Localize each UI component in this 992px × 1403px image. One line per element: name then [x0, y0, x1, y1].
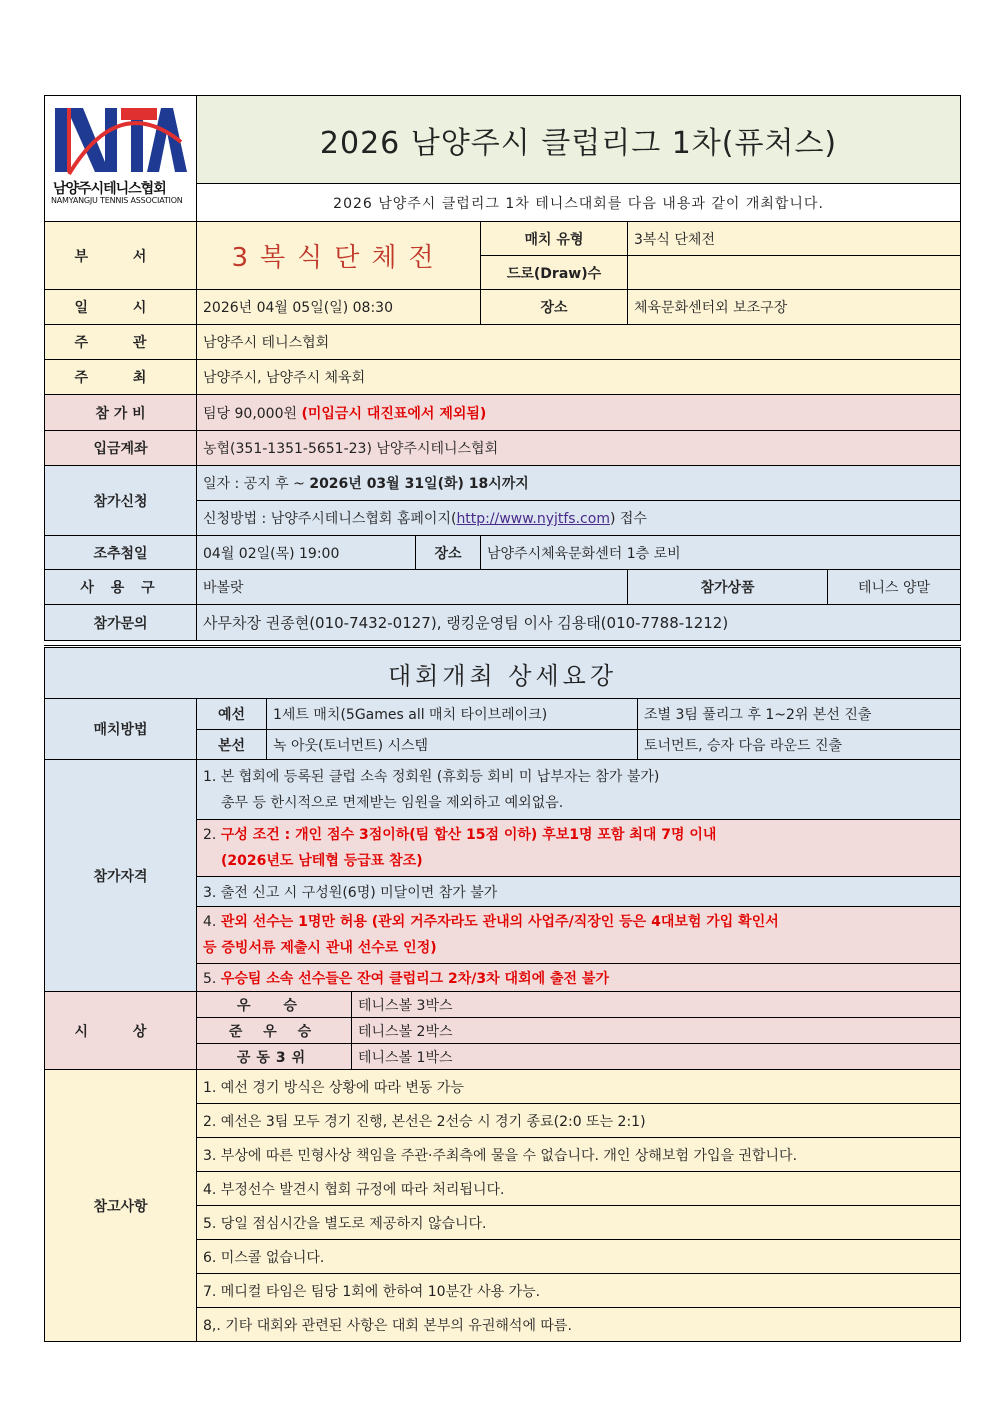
- association-logo: [45, 96, 197, 222]
- awards-label: 시 상: [45, 992, 197, 1070]
- draw-meeting-venue-label: 장소: [416, 536, 481, 570]
- eligibility-item-5: [197, 964, 961, 992]
- eligibility-item-1-line-2: 총무 등 한시적으로 면제받는 임원을 제외하고 예외없음.: [221, 794, 564, 811]
- main-label: 본선: [197, 730, 267, 760]
- award-rank-2: 준 우 승: [197, 1018, 352, 1044]
- eligibility-item-4-line-2: 등 증빙서류 제출시 관내 선수로 인정): [203, 940, 437, 956]
- prelim-value: 1세트 매치(5Games all 매치 타이브레이크): [267, 699, 638, 730]
- gift-value: 테니스 양말: [828, 570, 961, 605]
- logo-korean-text: 남양주시테니스협회: [53, 181, 166, 197]
- eligibility-item-5-text: 우승팀 소속 선수들은 잔여 클럽리그 2차/3차 대회에 출전 불가: [220, 970, 609, 987]
- apply-method-cell: [197, 501, 961, 536]
- date-value: 2026년 04월 05일(일) 08:30: [197, 290, 481, 325]
- draw-count-label: 드로(Draw)수: [481, 256, 628, 290]
- fee-note: (미입금시 대진표에서 제외됨): [301, 405, 487, 422]
- draw-count-value: [628, 256, 961, 290]
- homepage-link[interactable]: http://www.nyjtfs.com: [456, 511, 610, 527]
- fee-cell: [197, 395, 961, 431]
- eligibility-item-1: [197, 760, 961, 820]
- logo-english-text: NAMYANGJU TENNIS ASSOCIATION: [51, 196, 183, 205]
- eligibility-label: 참가자격: [45, 760, 197, 992]
- details-table: [44, 645, 961, 1342]
- account-label: 입금계좌: [45, 431, 197, 466]
- ball-value: 바볼랏: [197, 570, 628, 605]
- apply-date-value: 2026년 03월 31일(화) 18시까지: [309, 476, 529, 492]
- apply-date-cell: [197, 466, 961, 501]
- note-2: 2. 예선은 3팀 모두 경기 진행, 본선은 2선승 시 경기 종료(2:0 또는 2:1): [197, 1104, 961, 1138]
- award-prize-3: 테니스볼 1박스: [352, 1044, 961, 1070]
- eligibility-item-2-num: 2.: [203, 827, 221, 843]
- note-6: 6. 미스콜 없습니다.: [197, 1240, 961, 1274]
- match-type-value: 3복식 단체전: [628, 222, 961, 256]
- note-5: 5. 당일 점심시간을 별도로 제공하지 않습니다.: [197, 1206, 961, 1240]
- draw-meeting-label: 조추첨일: [45, 536, 197, 570]
- award-rank-3: 공동3위: [197, 1044, 352, 1070]
- host-value: 남양주시, 남양주시 체육회: [197, 360, 961, 395]
- venue-label: 장소: [481, 290, 628, 325]
- info-table: [44, 95, 961, 641]
- prelim-note: 조별 3팀 풀리그 후 1~2위 본선 진출: [638, 699, 961, 730]
- eligibility-item-4: [197, 907, 961, 964]
- ball-label: 사 용 구: [45, 570, 197, 605]
- nta-logo-icon: [49, 102, 189, 178]
- page-subtitle: 2026 남양주시 클럽리그 1차 테니스대회를 다음 내용과 같이 개최합니다.: [197, 184, 961, 222]
- division-value: 3복식단체전: [197, 222, 481, 290]
- details-title: 대회개최 상세요강: [45, 647, 961, 699]
- eligibility-item-4-num: 4.: [203, 914, 221, 930]
- page-title: 2026 남양주시 클럽리그 1차(퓨처스): [197, 96, 961, 184]
- fee-value: 팀당 90,000원: [203, 405, 298, 422]
- apply-method-suffix: ) 접수: [609, 511, 647, 527]
- eligibility-item-2-line-1: 구성 조건 : 개인 점수 3점이하(팀 합산 15점 이하) 후보1명 포함 최대 7명 이내: [220, 827, 717, 843]
- organizer-label: 주 관: [45, 325, 197, 360]
- fee-label: 참 가 비: [45, 395, 197, 431]
- main-value: 녹 아웃(토너먼트) 시스템: [267, 730, 638, 760]
- document: [44, 95, 960, 1342]
- eligibility-item-4-line-1: 관외 선수는 1명만 허용 (관외 거주자라도 관내의 사업주/직장인 등은 4대보험 가입 확인서: [220, 914, 779, 930]
- account-value: 농협(351-1351-5651-23) 남양주시테니스협회: [197, 431, 961, 466]
- note-7: 7. 메디컬 타임은 팀당 1회에 한하여 10분간 사용 가능.: [197, 1274, 961, 1308]
- contact-value: 사무차장 권종현(010-7432-0127), 랭킹운영팀 이사 김용태(010-7788-1212): [197, 605, 961, 641]
- eligibility-item-1-line-1: 1. 본 협회에 등록된 클럽 소속 정회원 (휴회등 회비 미 납부자는 참가 불가): [203, 768, 660, 785]
- prelim-label: 예선: [197, 699, 267, 730]
- apply-method-prefix: 신청방법 : 남양주시테니스협회 홈페이지(: [203, 511, 457, 527]
- date-label: 일 시: [45, 290, 197, 325]
- match-type-label: 매치 유형: [481, 222, 628, 256]
- award-prize-2: 테니스볼 2박스: [352, 1018, 961, 1044]
- eligibility-item-3: 3. 출전 신고 시 구성원(6명) 미달이면 참가 불가: [197, 877, 961, 907]
- main-note: 토너먼트, 승자 다음 라운드 진출: [638, 730, 961, 760]
- award-rank-1: 우 승: [197, 992, 352, 1018]
- venue-value: 체육문화센터외 보조구장: [628, 290, 961, 325]
- organizer-value: 남양주시 테니스협회: [197, 325, 961, 360]
- note-1: 1. 예선 경기 방식은 상황에 따라 변동 가능: [197, 1070, 961, 1104]
- apply-label: 참가신청: [45, 466, 197, 536]
- division-label: 부 서: [45, 222, 197, 290]
- draw-meeting-venue-value: 남양주시체육문화센터 1층 로비: [481, 536, 961, 570]
- host-label: 주 최: [45, 360, 197, 395]
- gift-label: 참가상품: [628, 570, 828, 605]
- eligibility-item-5-num: 5.: [203, 970, 221, 987]
- apply-date-prefix: 일자 : 공지 후 ~: [203, 476, 310, 492]
- contact-label: 참가문의: [45, 605, 197, 641]
- eligibility-item-2-line-2: (2026년도 남테협 등급표 참조): [221, 853, 423, 869]
- method-label: 매치방법: [45, 699, 197, 760]
- award-prize-1: 테니스볼 3박스: [352, 992, 961, 1018]
- notes-label: 참고사항: [45, 1070, 197, 1342]
- draw-meeting-value: 04월 02일(목) 19:00: [197, 536, 416, 570]
- note-8: 8,. 기타 대회와 관련된 사항은 대회 본부의 유권해석에 따름.: [197, 1308, 961, 1342]
- eligibility-item-2: [197, 820, 961, 877]
- note-4: 4. 부정선수 발견시 협회 규정에 따라 처리됩니다.: [197, 1172, 961, 1206]
- note-3: 3. 부상에 따른 민형사상 책임을 주관·주최측에 물을 수 없습니다. 개인 상해보험 가입을 권합니다.: [197, 1138, 961, 1172]
